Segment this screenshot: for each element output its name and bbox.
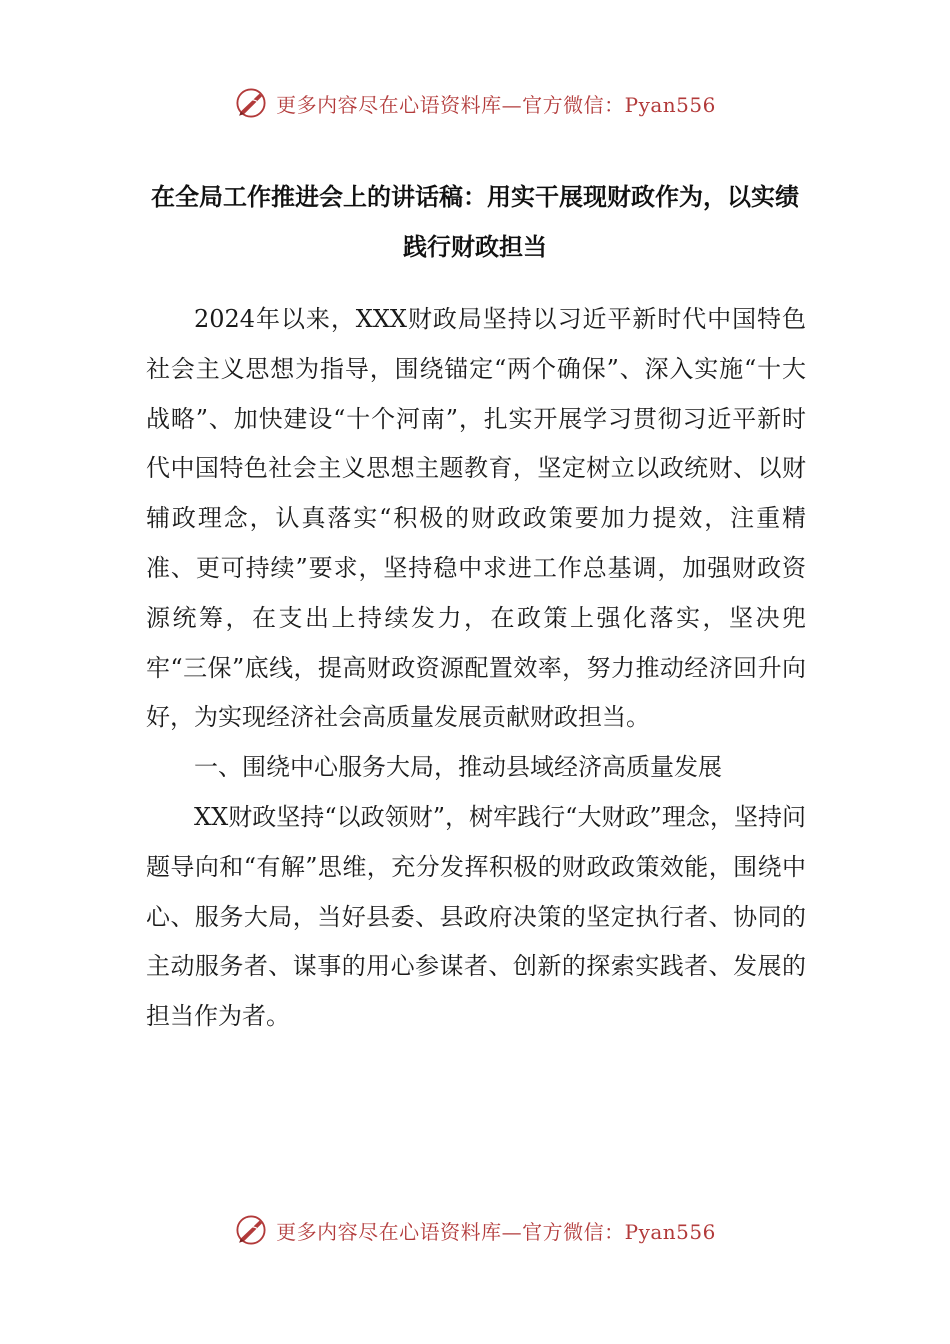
section-heading-1: 一、围绕中心服务大局，推动县域经济高质量发展	[194, 753, 722, 782]
pen-logo-icon	[234, 86, 268, 120]
banner-text: 更多内容尽在心语资料库—官方微信：Pyan556	[276, 92, 716, 117]
footer-watermark-banner	[0, 1210, 950, 1250]
document-body	[146, 295, 806, 1042]
document-title: 在全局工作推进会上的讲话稿：用实干展现财政作为，以实绩践行财政担当	[151, 183, 799, 261]
paragraph-intro: 2024年以来，XXX财政局坚持以习近平新时代中国特色社会主义思想为指导，围绕锚定“两个确保”、深入实施“十大战略”、加快建设“十个河南”，扎实开展学习贯彻习近平新时代中国特色社会主义思想主题教育，坚定树立以政统财、以财辅政理念，认真落实“积极的财政政策要加力提效，注重精准、更可持续”要求，坚持稳中求进工作总基调，加强财政资源统筹，在支出上持续发力，在政策上强化落实，坚决兜牢“三保”底线，提高财政资源配置效率，努力推动经济回升向好，为实现经济社会高质量发展贡献财政担当。	[146, 305, 806, 732]
header-watermark-banner	[0, 83, 950, 123]
paragraph-section-1: XX财政坚持“以政领财”，树牢践行“大财政”理念，坚持问题导向和“有解”思维，充分发挥积极的财政政策效能，围绕中心、服务大局，当好县委、县政府决策的坚定执行者、协同的主动服务者、谋事的用心参谋者、创新的探索实践者、发展的担当作为者。	[146, 802, 806, 1031]
banner-text: 更多内容尽在心语资料库—官方微信：Pyan556	[276, 1219, 716, 1244]
pen-logo-icon	[234, 1213, 268, 1247]
